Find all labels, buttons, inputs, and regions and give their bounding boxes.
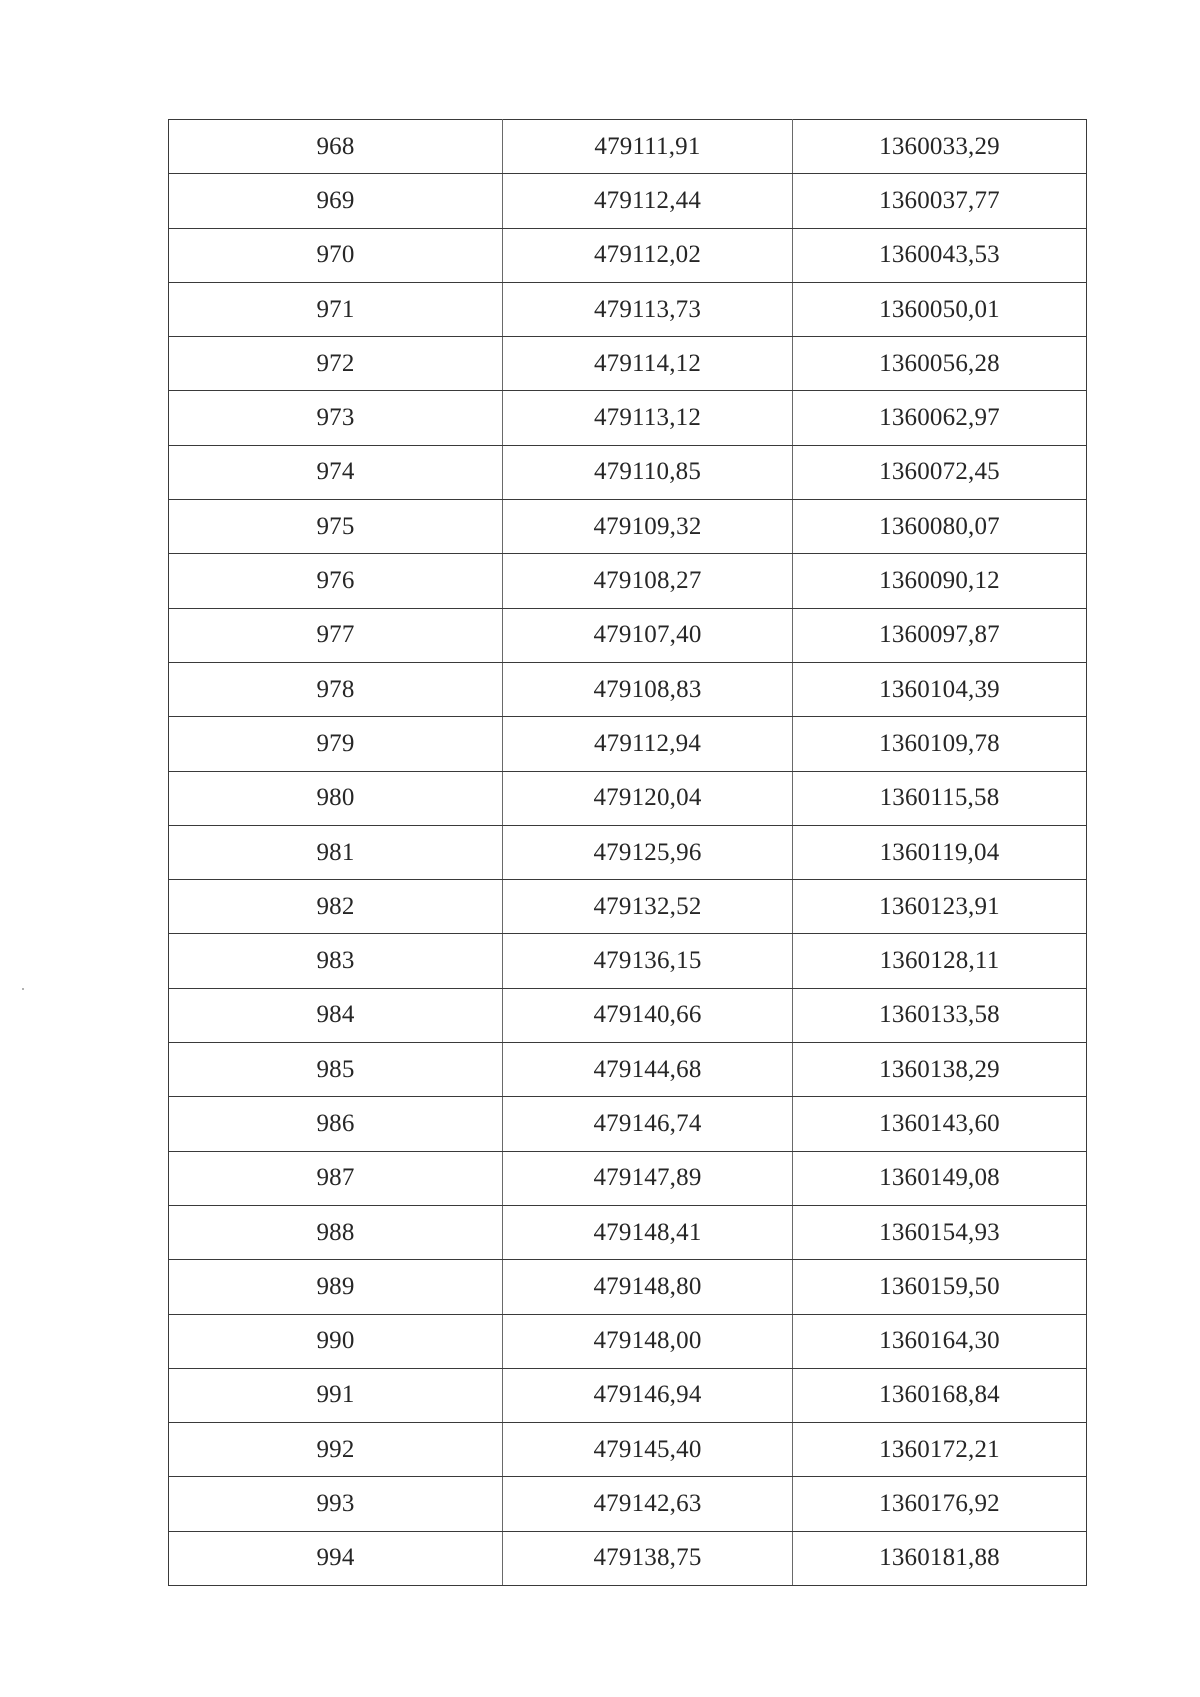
y-coordinate-cell: 1360072,45: [793, 445, 1087, 499]
y-coordinate-cell: 1360104,39: [793, 662, 1087, 716]
table-row: [169, 1477, 1087, 1531]
y-coordinate-cell: 1360164,30: [793, 1314, 1087, 1368]
table-row: [169, 771, 1087, 825]
table-row: [169, 717, 1087, 771]
y-coordinate-cell: 1360168,84: [793, 1368, 1087, 1422]
point-number-cell: 976: [169, 554, 503, 608]
coordinates-table: [168, 119, 1087, 1586]
x-coordinate-cell: 479148,00: [503, 1314, 793, 1368]
x-coordinate-cell: 479110,85: [503, 445, 793, 499]
y-coordinate-cell: 1360143,60: [793, 1097, 1087, 1151]
y-coordinate-cell: 1360138,29: [793, 1043, 1087, 1097]
y-coordinate-cell: 1360154,93: [793, 1205, 1087, 1259]
x-coordinate-cell: 479136,15: [503, 934, 793, 988]
x-coordinate-cell: 479148,41: [503, 1205, 793, 1259]
table-row: [169, 1097, 1087, 1151]
x-coordinate-cell: 479142,63: [503, 1477, 793, 1531]
x-coordinate-cell: 479120,04: [503, 771, 793, 825]
point-number-cell: 971: [169, 282, 503, 336]
point-number-cell: 982: [169, 880, 503, 934]
point-number-cell: 977: [169, 608, 503, 662]
table-row: [169, 825, 1087, 879]
table-row: [169, 228, 1087, 282]
y-coordinate-cell: 1360062,97: [793, 391, 1087, 445]
x-coordinate-cell: 479146,94: [503, 1368, 793, 1422]
point-number-cell: 986: [169, 1097, 503, 1151]
x-coordinate-cell: 479108,27: [503, 554, 793, 608]
x-coordinate-cell: 479147,89: [503, 1151, 793, 1205]
y-coordinate-cell: 1360172,21: [793, 1423, 1087, 1477]
point-number-cell: 985: [169, 1043, 503, 1097]
y-coordinate-cell: 1360033,29: [793, 120, 1087, 174]
table-row: [169, 1151, 1087, 1205]
x-coordinate-cell: 479112,94: [503, 717, 793, 771]
y-coordinate-cell: 1360043,53: [793, 228, 1087, 282]
point-number-cell: 990: [169, 1314, 503, 1368]
coordinates-table-body: [169, 120, 1087, 1586]
point-number-cell: 978: [169, 662, 503, 716]
table-row: [169, 934, 1087, 988]
x-coordinate-cell: 479113,12: [503, 391, 793, 445]
x-coordinate-cell: 479107,40: [503, 608, 793, 662]
x-coordinate-cell: 479109,32: [503, 500, 793, 554]
y-coordinate-cell: 1360149,08: [793, 1151, 1087, 1205]
y-coordinate-cell: 1360119,04: [793, 825, 1087, 879]
table-row: [169, 1260, 1087, 1314]
point-number-cell: 989: [169, 1260, 503, 1314]
point-number-cell: 983: [169, 934, 503, 988]
y-coordinate-cell: 1360133,58: [793, 988, 1087, 1042]
point-number-cell: 979: [169, 717, 503, 771]
x-coordinate-cell: 479112,02: [503, 228, 793, 282]
y-coordinate-cell: 1360080,07: [793, 500, 1087, 554]
x-coordinate-cell: 479148,80: [503, 1260, 793, 1314]
table-row: [169, 880, 1087, 934]
table-row: [169, 337, 1087, 391]
table-row: [169, 662, 1087, 716]
x-coordinate-cell: 479140,66: [503, 988, 793, 1042]
x-coordinate-cell: 479112,44: [503, 174, 793, 228]
point-number-cell: 991: [169, 1368, 503, 1422]
x-coordinate-cell: 479138,75: [503, 1531, 793, 1585]
point-number-cell: 968: [169, 120, 503, 174]
y-coordinate-cell: 1360097,87: [793, 608, 1087, 662]
table-row: [169, 174, 1087, 228]
point-number-cell: 987: [169, 1151, 503, 1205]
table-row: [169, 500, 1087, 554]
y-coordinate-cell: 1360050,01: [793, 282, 1087, 336]
point-number-cell: 973: [169, 391, 503, 445]
table-row: [169, 1368, 1087, 1422]
x-coordinate-cell: 479111,91: [503, 120, 793, 174]
y-coordinate-cell: 1360109,78: [793, 717, 1087, 771]
y-coordinate-cell: 1360128,11: [793, 934, 1087, 988]
y-coordinate-cell: 1360176,92: [793, 1477, 1087, 1531]
point-number-cell: 969: [169, 174, 503, 228]
point-number-cell: 972: [169, 337, 503, 391]
y-coordinate-cell: 1360123,91: [793, 880, 1087, 934]
table-row: [169, 988, 1087, 1042]
table-row: [169, 608, 1087, 662]
point-number-cell: 994: [169, 1531, 503, 1585]
point-number-cell: 993: [169, 1477, 503, 1531]
point-number-cell: 988: [169, 1205, 503, 1259]
point-number-cell: 992: [169, 1423, 503, 1477]
x-coordinate-cell: 479132,52: [503, 880, 793, 934]
point-number-cell: 975: [169, 500, 503, 554]
x-coordinate-cell: 479145,40: [503, 1423, 793, 1477]
x-coordinate-cell: 479144,68: [503, 1043, 793, 1097]
table-row: [169, 1531, 1087, 1585]
y-coordinate-cell: 1360115,58: [793, 771, 1087, 825]
table-row: [169, 445, 1087, 499]
point-number-cell: 980: [169, 771, 503, 825]
point-number-cell: 984: [169, 988, 503, 1042]
y-coordinate-cell: 1360090,12: [793, 554, 1087, 608]
table-row: [169, 391, 1087, 445]
x-coordinate-cell: 479125,96: [503, 825, 793, 879]
table-row: [169, 554, 1087, 608]
scan-artifact-dot: [22, 988, 24, 990]
y-coordinate-cell: 1360181,88: [793, 1531, 1087, 1585]
x-coordinate-cell: 479113,73: [503, 282, 793, 336]
table-row: [169, 1314, 1087, 1368]
point-number-cell: 974: [169, 445, 503, 499]
point-number-cell: 970: [169, 228, 503, 282]
point-number-cell: 981: [169, 825, 503, 879]
table-row: [169, 1043, 1087, 1097]
y-coordinate-cell: 1360056,28: [793, 337, 1087, 391]
y-coordinate-cell: 1360037,77: [793, 174, 1087, 228]
x-coordinate-cell: 479108,83: [503, 662, 793, 716]
table-row: [169, 282, 1087, 336]
table-row: [169, 120, 1087, 174]
table-row: [169, 1423, 1087, 1477]
table-row: [169, 1205, 1087, 1259]
x-coordinate-cell: 479114,12: [503, 337, 793, 391]
x-coordinate-cell: 479146,74: [503, 1097, 793, 1151]
y-coordinate-cell: 1360159,50: [793, 1260, 1087, 1314]
